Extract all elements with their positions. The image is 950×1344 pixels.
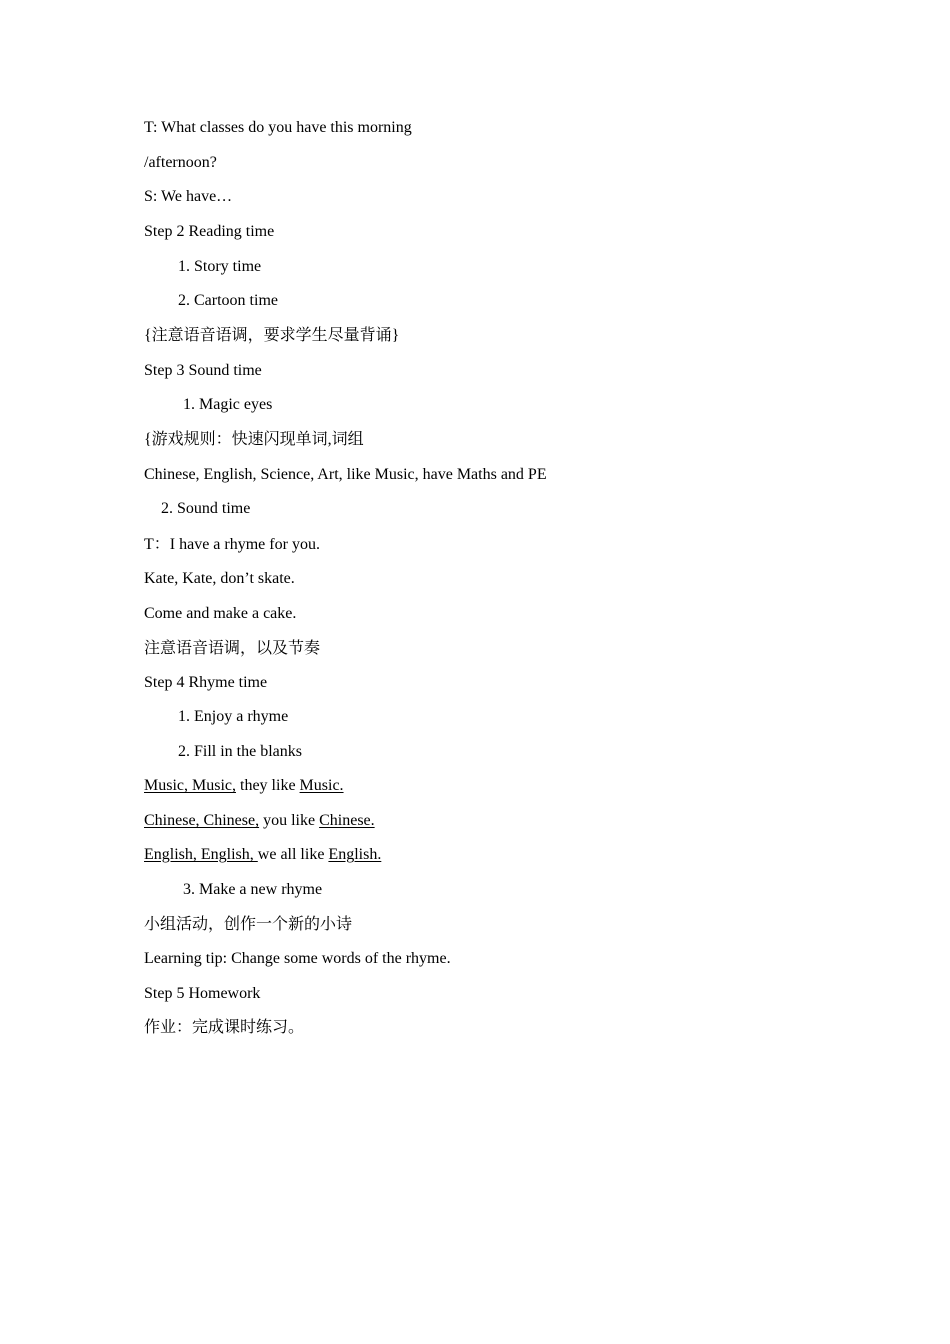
step-4-item-1: 1. Enjoy a rhyme (178, 708, 289, 725)
blank-line-3-last: English. (328, 846, 382, 863)
word-list-line: Chinese, English, Science, Art, like Music, have Maths and PE (144, 466, 547, 483)
learning-tip-line: Learning tip: Change some words of the rhyme. (144, 950, 451, 967)
blank-line-1 (144, 776, 344, 796)
step-2-item-1: 1. Story time (178, 258, 262, 275)
rhyme-line-2: Come and make a cake. (144, 605, 297, 622)
answer-line: S: We have… (144, 188, 233, 205)
game-rule-line: {游戏规则：快速闪现单词,词组 (144, 431, 364, 448)
note-line-2: 注意语音语调，以及节奏 (144, 640, 321, 657)
question-line-continued: /afternoon? (144, 154, 217, 171)
blank-line-1-middle: they like (236, 777, 300, 794)
blank-line-3 (144, 845, 381, 865)
question-line: T: What classes do you have this morning (144, 119, 412, 136)
blank-line-3-first: English, English, (144, 846, 258, 863)
blank-line-3-middle: we all like (257, 846, 329, 863)
step-4-item-3: 3. Make a new rhyme (183, 881, 323, 898)
step-4-heading: Step 4 Rhyme time (144, 674, 268, 691)
blank-line-1-last: Music. (299, 777, 344, 794)
step-5-heading: Step 5 Homework (144, 985, 261, 1002)
note-line: {注意语音语调，要求学生尽量背诵} (144, 327, 400, 344)
blank-line-2 (144, 811, 375, 831)
step-3-heading: Step 3 Sound time (144, 362, 262, 379)
rhyme-line-1: Kate, Kate, don’t skate. (144, 570, 295, 587)
step-2-heading: Step 2 Reading time (144, 223, 275, 240)
blank-line-2-last: Chinese. (319, 812, 375, 829)
blank-line-2-first: Chinese, Chinese, (144, 812, 260, 829)
step-4-item-2: 2. Fill in the blanks (178, 743, 302, 760)
step-2-item-2: 2. Cartoon time (178, 292, 278, 309)
step-3-item-1: 1. Magic eyes (183, 396, 273, 413)
blank-line-2-middle: you like (259, 812, 320, 829)
homework-line: 作业：完成课时练习。 (144, 1019, 305, 1036)
teacher-line: T：I have a rhyme for you. (144, 536, 320, 553)
group-activity-line: 小组活动，创作一个新的小诗 (144, 916, 353, 933)
step-3-item-2: 2. Sound time (161, 500, 251, 517)
blank-line-1-first: Music, Music, (144, 777, 236, 794)
